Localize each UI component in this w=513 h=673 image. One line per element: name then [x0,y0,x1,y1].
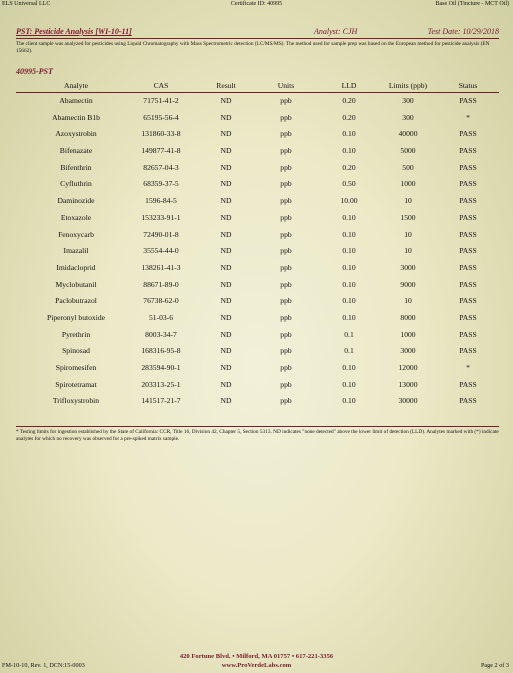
cell-lld: 0.1 [344,329,354,339]
cell-status: PASS [459,146,477,156]
cell-result: ND [220,179,232,189]
cell-cas: 72490-01-8 [143,229,179,239]
table-row [16,160,499,177]
cell-result: ND [220,246,232,256]
table-row [16,110,499,127]
cell-status: PASS [459,196,477,206]
page-header [0,0,513,10]
cell-lld: 0.10 [342,129,356,139]
column-header-lld: LLD [341,81,357,90]
cell-units: ppb [280,212,292,222]
form-id: FM-10-10, Rev. 1, DCN:15-0003 [2,662,85,669]
table-row [16,293,499,310]
cell-lld: 0.10 [342,379,356,389]
cell-analyte: Imidacloprid [56,262,96,272]
column-header-units: Units [277,81,295,90]
cell-cas: 153233-91-1 [141,212,181,222]
cell-cas: 1596-84-5 [145,196,177,206]
cell-limits: 8000 [400,312,416,322]
table-row [16,93,499,110]
cell-units: ppb [280,262,292,272]
cell-status: PASS [459,212,477,222]
cell-cas: 65195-56-4 [143,112,179,122]
lab-address: 420 Fortune Blvd. • Milford, MA 01757 • 617-221-3356 [179,653,334,660]
cell-status: PASS [459,346,477,356]
cell-cas: 168316-95-8 [141,346,181,356]
sample-name: Base Oil (Tincture - MCT Oil) [435,1,509,7]
cell-units: ppb [280,179,292,189]
cell-result: ND [220,329,232,339]
cell-lld: 0.10 [342,229,356,239]
cell-status: PASS [459,246,477,256]
table-row [16,193,499,210]
cell-limits: 3000 [400,262,416,272]
page-number: Page 2 of 3 [480,662,509,669]
cell-limits: 10 [404,296,412,306]
cell-limits: 12000 [398,363,418,372]
cell-units: ppb [280,396,292,406]
cell-cas: 82657-04-3 [143,162,179,172]
cell-limits: 1000 [400,329,416,339]
column-header-result: Result [216,81,236,90]
table-header-row [16,80,499,93]
table-row [16,126,499,143]
cell-analyte: Pyrethrin [61,329,91,339]
batch-id: 40995-PST [16,67,53,76]
cell-analyte: Trifloxystrobin [52,396,100,406]
test-name: PST: Pesticide Analysis [WI-10-11] [16,27,132,36]
column-header-analyte: Analyte [63,81,89,90]
cell-status: PASS [459,162,477,172]
cell-analyte: Etoxazole [60,212,92,222]
cell-result: ND [220,196,232,206]
cell-result: ND [220,162,232,172]
cell-analyte: Azoxystrobin [55,129,97,139]
cell-cas: 35554-44-0 [143,246,179,256]
cell-units: ppb [280,112,292,122]
cell-units: ppb [280,196,292,206]
cell-units: ppb [280,363,292,372]
cell-analyte: Myclobutanil [55,279,97,289]
cell-units: ppb [280,312,292,322]
cell-limits: 40000 [398,129,418,139]
cell-limits: 500 [402,162,414,172]
cell-limits: 5000 [400,146,416,156]
test-title-bar [16,27,499,39]
cell-result: ND [220,379,232,389]
cell-result: ND [220,229,232,239]
cell-cas: 149877-41-8 [141,146,181,156]
table-row [16,377,499,394]
cell-lld: 0.1 [344,346,354,356]
cell-analyte: Abamectin [59,96,93,105]
cell-lld: 0.10 [342,312,356,322]
cell-analyte: Spirotetramat [55,379,97,389]
cell-status: * [466,112,470,122]
cell-result: ND [220,146,232,156]
cell-limits: 1000 [400,179,416,189]
cell-lld: 0.10 [342,146,356,156]
cell-units: ppb [280,279,292,289]
cell-cas: 138261-41-3 [141,262,181,272]
cell-limits: 30000 [398,396,418,406]
cell-units: ppb [280,246,292,256]
cell-status: PASS [459,129,477,139]
cell-result: ND [220,262,232,272]
cell-analyte: Cyfluthrin [60,179,92,189]
cell-cas: 68359-37-5 [143,179,179,189]
cell-status: PASS [459,179,477,189]
cell-result: ND [220,363,232,372]
cell-limits: 10 [404,196,412,206]
cell-cas: 76738-62-0 [143,296,179,306]
cell-units: ppb [280,229,292,239]
lab-name: ELS Universal LLC [2,1,51,7]
cell-cas: 283594-90-1 [141,363,181,372]
table-row [16,360,499,377]
cell-status: PASS [459,396,477,406]
table-row [16,260,499,277]
cell-analyte: Fenoxycarb [58,229,94,239]
table-row [16,310,499,327]
cell-analyte: Daminozide [57,196,95,206]
cell-cas: 88671-89-0 [143,279,179,289]
table-row [16,277,499,294]
cell-lld: 0.10 [342,212,356,222]
table-row [16,227,499,244]
footnote: * Testing limits for ingestion established by the State of California: CCR, Title 16, Division 42, Chapter 5, Section 5313. ND indicates "none detected" above the lower limit of detection (LLD). Analytes marked with (*) indicate analytes for which no recovery was observed for a pre-spiked matrix sample. [16,429,499,442]
table-row [16,327,499,344]
cell-analyte: Abamectin B1b [52,112,100,122]
cell-lld: 0.20 [342,162,356,172]
cell-analyte: Paclobutrazol [55,296,97,306]
cell-limits: 300 [402,96,414,105]
column-header-cas: CAS [153,81,169,90]
cell-analyte: Spiromesifen [55,363,97,372]
cell-cas: 203313-25-1 [141,379,181,389]
cell-lld: 0.10 [342,296,356,306]
table-row [16,393,499,410]
lab-website: www.ProVerdeLabs.com [221,662,292,669]
cell-cas: 131860-33-8 [141,129,181,139]
cell-units: ppb [280,329,292,339]
cell-status: PASS [459,329,477,339]
column-header-limits: Limits (ppb) [388,81,428,90]
cell-units: ppb [280,379,292,389]
cell-status: PASS [459,229,477,239]
cell-status: PASS [459,279,477,289]
table-body [16,93,499,410]
cell-lld: 10.00 [340,196,358,206]
test-date: Test Date: 10/29/2018 [427,27,499,36]
table-row [16,176,499,193]
column-header-status: Status [458,81,478,90]
cell-units: ppb [280,129,292,139]
cell-analyte: Spinosad [62,346,90,356]
cell-lld: 0.10 [342,279,356,289]
cell-status: PASS [459,296,477,306]
table-row [16,210,499,227]
cell-limits: 300 [402,112,414,122]
cell-result: ND [220,279,232,289]
method-description: The client sample was analyzed for pesticides using Liquid Chromatography with Mass Spectrometric detection (LC/MS/MS). The method used for sample prep was based on the European method for pesticide analysis (EN 15662). [16,41,490,54]
table-row [16,143,499,160]
cell-limits: 1500 [400,212,416,222]
table-row [16,343,499,360]
cell-analyte: Imazalil [63,246,89,256]
cell-cas: 8003-34-7 [145,329,177,339]
cell-lld: 0.20 [342,112,356,122]
cell-limits: 9000 [400,279,416,289]
cell-cas: 71751-41-2 [143,96,179,105]
cell-limits: 3000 [400,346,416,356]
cell-units: ppb [280,346,292,356]
cell-lld: 0.10 [342,246,356,256]
cell-status: PASS [459,262,477,272]
cell-lld: 0.10 [342,262,356,272]
cell-result: ND [220,112,232,122]
cell-analyte: Bifenthrin [60,162,92,172]
cell-cas: 141517-21-7 [141,396,181,406]
cell-lld: 0.20 [342,96,356,105]
cell-status: PASS [459,312,477,322]
table-divider [16,426,499,427]
results-table [16,80,499,410]
certificate-id: Certificate ID: 40995 [230,1,283,7]
table-row [16,243,499,260]
cell-result: ND [220,396,232,406]
cell-status: PASS [459,96,477,105]
cell-analyte: Piperonyl butoxide [46,312,105,322]
cell-status: * [466,363,470,372]
cell-limits: 10 [404,246,412,256]
cell-result: ND [220,296,232,306]
cell-result: ND [220,96,232,105]
cell-units: ppb [280,146,292,156]
cell-analyte: Bifenazate [59,146,93,156]
cell-lld: 0.50 [342,179,356,189]
cell-cas: 51-03-6 [148,312,174,322]
cell-limits: 10 [404,229,412,239]
cell-result: ND [220,346,232,356]
analyst: Analyst: CJH [314,27,358,36]
cell-status: PASS [459,379,477,389]
cell-result: ND [220,212,232,222]
cell-lld: 0.10 [342,363,356,372]
cell-result: ND [220,129,232,139]
cell-units: ppb [280,296,292,306]
cell-units: ppb [280,96,292,105]
cell-limits: 13000 [398,379,418,389]
cell-result: ND [220,312,232,322]
cell-lld: 0.10 [342,396,356,406]
cell-units: ppb [280,162,292,172]
